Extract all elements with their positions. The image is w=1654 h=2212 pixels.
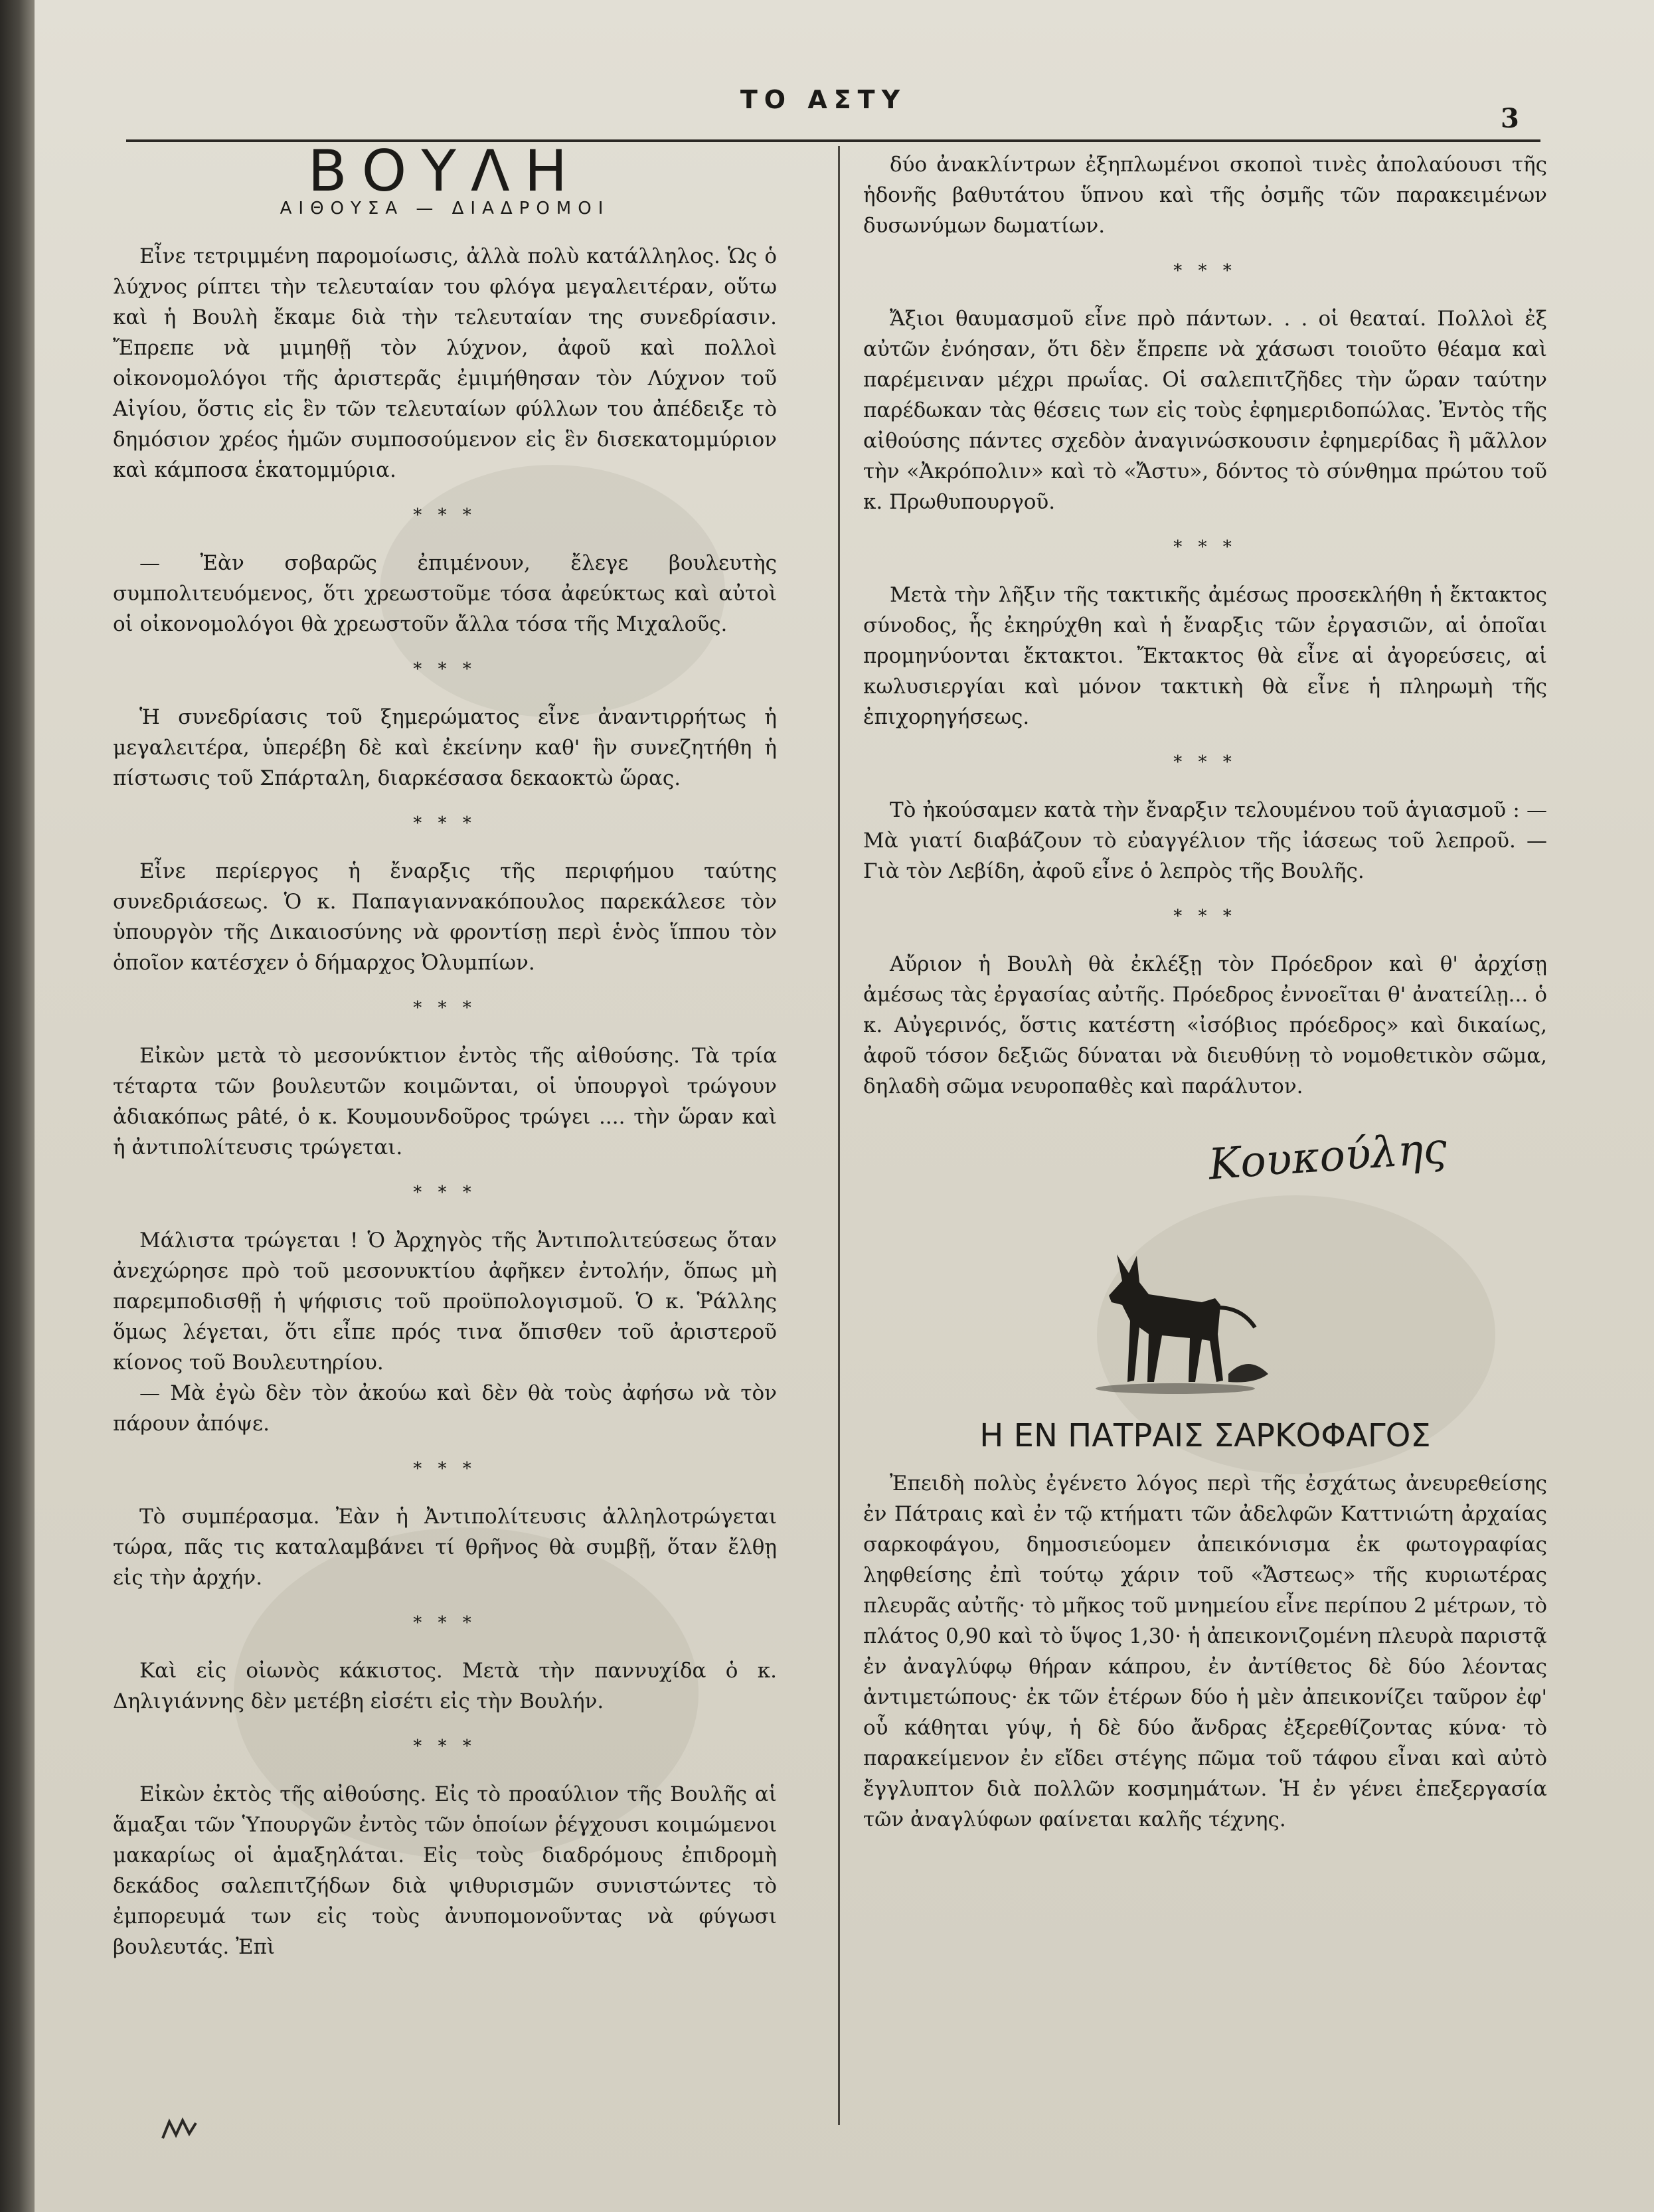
separator: * * *	[413, 998, 477, 1018]
paragraph: Ἐπειδὴ πολὺς ἐγένετο λόγος περὶ τῆς ἐσχάτως ἀνευρεθείσης ἐν Πάτραις καὶ ἐν τῷ κτήματι τῶν ἀδελφῶν Καττνιώτη ἀρχαίας σαρκοφάγου, δημοσιεύομεν ἀπεικόνισμα ἐκ φωτογραφίας ληφθείσης ἐπὶ τούτῳ χάριν τοῦ «Ἄστεως» τῆς κυριωτέρας πλευρᾶς αὐτῆς· τὸ μῆκος τοῦ μνημείου εἶνε περίπου 2 μέτρων, τὸ πλάτος 0,90 καὶ τὸ ὕψος 1,30· ἡ ἀπεικονιζομένη πλευρὰ παριστᾷ ἐν ἀναγλύφῳ θήραν κάπρου, ἐν ἀντίθετος δὲ δύο λέοντας ἀντιμετώπους· ἐκ τῶν ἑτέρων δύο ἡ μὲν ἀπεικονίζει ταῦρον ἐφ' οὗ κάθηται γύψ, ἡ δὲ δύο ἄνδρας ἐξερεθίζοντας κύνα· τὸ παρακείμενον ἐν εἴδει στέγης πῶμα τοῦ τάφου εἶναι καὶ αὐτὸ ἔγγλυπτον διὰ πολλῶν κοσμημάτων. Ἡ ἐν γένει ἐπεξεργασία τῶν ἀναγλύφων φαίνεται καλῆς τέχνης.	[863, 1472, 1547, 1831]
separator: * * *	[413, 659, 477, 679]
separator: * * *	[1173, 261, 1237, 281]
separator: * * *	[1173, 537, 1237, 557]
section-subtitle: ΑΙΘΟΥΣΑ — ΔΙΑΔΡΟΜΟΙ	[280, 199, 610, 218]
paragraph: — Μὰ ἐγὼ δὲν τὸν ἀκούω καὶ δὲν θὰ τοὺς ἀφήσω νὰ τὸν πάρουν ἀπόψε.	[113, 1381, 777, 1436]
ornament-icon	[159, 2115, 199, 2142]
separator: * * *	[413, 1737, 477, 1756]
paragraph: Μάλιστα τρώγεται ! Ὁ Ἀρχηγὸς τῆς Ἀντιπολιτεύσεως ὅταν ἀνεχώρησε πρὸ τοῦ μεσονυκτίου ἀφῆκεν ἐντολήν, ὅπως μὴ παρεμποδισθῇ ἡ ψήφισις τοῦ προϋπολογισμοῦ. Ὁ κ. Ῥάλλης ὅμως λέγεται, ὅτι εἶπε πρός τινα ὄπισθεν τοῦ ἀριστεροῦ κίονος τοῦ Βουλευτηρίου.	[113, 1229, 777, 1375]
left-column	[113, 138, 777, 1962]
right-column	[863, 149, 1547, 1835]
paragraph: Καὶ εἰς οἰωνὸς κάκιστος. Μετὰ τὴν παννυχίδα ὁ κ. Δηλιγιάννης δὲν μετέβη εἰσέτι εἰς τὴν Βουλήν.	[113, 1659, 777, 1713]
article-title: Η ΕΝ ΠΑΤΡΑΙΣ ΣΑΡΚΟΦΑΓΟΣ	[979, 1417, 1431, 1454]
newspaper-title: ΤΟ ΑΣΤΥ	[740, 85, 907, 114]
dog-illustration	[863, 1241, 1547, 1407]
separator: * * *	[1173, 752, 1237, 772]
separator: * * *	[413, 813, 477, 833]
paragraph: Εἰκὼν ἐκτὸς τῆς αἰθούσης. Εἰς τὸ προαύλιον τῆς Βουλῆς αἱ ἅμαξαι τῶν Ὑπουργῶν ἐντὸς τῶν ὁποίων ῥέγχουσι κοιμώμενοι μακαρίως οἱ ἁμαξηλάται. Εἰς τοὺς διαδρόμους ἐπιδρομὴ δεκάδος σαλεπιτζήδων διὰ ψιθυρισμῶν συνιστώντες τὸ ἐμπορευμά των εἰς τοὺς ἀνυπομονοῦντας νὰ φύγωσι βουλευτάς. Ἐπὶ	[113, 1782, 777, 1959]
paragraph: Τὸ συμπέρασμα. Ἐὰν ἡ Ἀντιπολίτευσις ἀλληλοτρώγεται τώρα, πᾶς τις καταλαμβάνει τί θρῆνος θὰ συμβῇ, ὅταν ἔλθῃ εἰς τὴν ἀρχήν.	[113, 1505, 777, 1590]
dog-icon	[1076, 1241, 1275, 1401]
separator: * * *	[413, 1613, 477, 1633]
paragraph: Εἰκὼν μετὰ τὸ μεσονύκτιον ἐντὸς τῆς αἰθούσης. Τὰ τρία τέταρτα τῶν βουλευτῶν κοιμῶνται, οἱ ὑπουργοὶ τρώγουν ἀδιακόπως pâté, ὁ κ. Κουμουνδοῦρος τρώγει .... τὴν ὥραν καὶ ἡ ἀντιπολίτευσις τρώγεται.	[113, 1044, 777, 1159]
signature	[863, 1124, 1547, 1221]
column-divider	[838, 146, 840, 2125]
separator: * * *	[1173, 906, 1237, 926]
paragraph: Εἶνε περίεργος ἡ ἔναρξις τῆς περιφήμου ταύτης συνεδριάσεως. Ὁ κ. Παπαγιαννακόπουλος παρεκάλεσε τὸν ὑπουργὸν τῆς Δικαιοσύνης νὰ φροντίσῃ περὶ ἑνὸς ἵππου τὸν ὁποῖον κατέσχεν ὁ δήμαρχος Ὀλυμπίων.	[113, 859, 777, 975]
section-title: ΒΟΥΛΗ	[307, 138, 582, 205]
paragraph: Ἄξιοι θαυμασμοῦ εἶνε πρὸ πάντων. . . οἱ θεαταί. Πολλοὶ ἐξ αὐτῶν ἐνόησαν, ὅτι δὲν ἔπρεπε νὰ χάσωσι τοιοῦτο θέαμα καὶ παρέμειναν μέχρι πρωΐας. Οἱ σαλεπιτζῆδες τὴν ὥραν ταύτην παρέδωκαν τὰς θέσεις των εἰς τοὺς ἐφημεριδοπώλας. Ἐντὸς τῆς αἰθούσης πάντες σχεδὸν ἀναγινώσκουσιν ἐφημερίδας ἢ μᾶλλον τὴν «Ἀκρόπολιν» καὶ τὸ «Ἄστυ», δόντος τὸ σύνθημα πρώτου τοῦ κ. Πρωθυπουργοῦ.	[863, 307, 1547, 514]
paragraph: Ἡ συνεδρίασις τοῦ ξημερώματος εἶνε ἀναντιρρήτως ἡ μεγαλειτέρα, ὑπερέβη δὲ καὶ ἐκείνην καθ' ἣν συνεζητήθη ἡ πίστωσις τοῦ Σπάρταλη, διαρκέσασα δεκαοκτὼ ὥρας.	[113, 705, 777, 790]
paragraph: Αὔριον ἡ Βουλὴ θὰ ἐκλέξῃ τὸν Πρόεδρον καὶ θ' ἀρχίσῃ ἀμέσως τὰς ἐργασίας αὐτῆς. Πρόεδρος ἐννοεῖται θ' ἀνατείλῃ... ὁ κ. Αὐγερινός, ὅστις κατέστη «ἰσόβιος πρόεδρος» καὶ δικαίως, ἀφοῦ τόσον δεξιῶς δύναται νὰ διευθύνῃ τὸ νομοθετικὸν σῶμα, δηλαδὴ σῶμα νευροπαθὲς καὶ παράλυτον.	[863, 952, 1547, 1098]
paragraph: δύο ἀνακλίντρων ἐξηπλωμένοι σκοποὶ τινὲς ἀπολαύουσι τῆς ἡδονῆς βαθυτάτου ὕπνου καὶ τῆς ὀσμῆς τῶν παρακειμένων δυσωνύμων δωματίων.	[863, 153, 1547, 238]
separator: * * *	[413, 1459, 477, 1479]
paragraph: Τὸ ἠκούσαμεν κατὰ τὴν ἔναρξιν τελουμένου τοῦ ἁγιασμοῦ : — Μὰ γιατί διαβάζουν τὸ εὐαγγέλιον τῆς ἰάσεως τοῦ λεπροῦ. — Γιὰ τὸν Λεβίδη, ἀφοῦ εἶνε ὁ λεπρὸς τῆς Βουλῆς.	[863, 798, 1547, 883]
separator: * * *	[413, 505, 477, 525]
separator: * * *	[413, 1183, 477, 1203]
paragraph: Εἶνε τετριμμένη παρομοίωσις, ἀλλὰ πολὺ κατάλληλος. Ὡς ὁ λύχνος ρίπτει τὴν τελευταίαν του φλόγα μεγαλειτέραν, οὕτω καὶ ἡ Βουλὴ ἔκαμε διὰ τὴν τελευταίαν της συνεδρίασιν. Ἔπρεπε νὰ μιμηθῇ τὸν λύχνον, ἀφοῦ καὶ πολλοὶ οἰκονομολόγοι τῆς ἀριστερᾶς ἐμιμήθησαν τὸν Λύχνον τοῦ Αἰγίου, ὅστις εἰς ἓν τῶν τελευταίων φύλλων του ἀπέδειξε τὸ δημόσιον χρέος ἡμῶν συμποσούμενον εἰς ἓν δισεκατομμύριον καὶ κάμποσα ἑκατομμύρια.	[113, 244, 777, 482]
paragraph: — Ἐὰν σοβαρῶς ἐπιμένουν, ἔλεγε βουλευτὴς συμπολιτευόμενος, ὅτι χρεωστοῦμε τόσα ἀφεύκτως καὶ αὐτοὶ οἱ οἰκονομολόγοι θὰ χρεωστοῦν ἄλλα τόσα τῆς Μιχαλοῦς.	[113, 551, 777, 636]
page-number: 3	[1501, 103, 1519, 134]
paragraph: Μετὰ τὴν λῆξιν τῆς τακτικῆς ἀμέσως προσεκλήθη ἡ ἔκτακτος σύνοδος, ἧς ἐκηρύχθη καὶ ἡ ἔναρξις τῶν ἐργασιῶν, αἱ ὁποῖαι προμηνύονται ἔκτακτοι. Ἔκτακτος θὰ εἶνε αἱ ἀγορεύσεις, αἱ κωλυσιεργίαι καὶ μόνον τακτικὴ θὰ εἶνε ἡ πληρωμὴ τῆς ἐπιχορηγήσεως.	[863, 583, 1547, 729]
book-spine	[0, 0, 35, 2212]
signature-text: Κουκούλης	[1206, 1124, 1449, 1190]
